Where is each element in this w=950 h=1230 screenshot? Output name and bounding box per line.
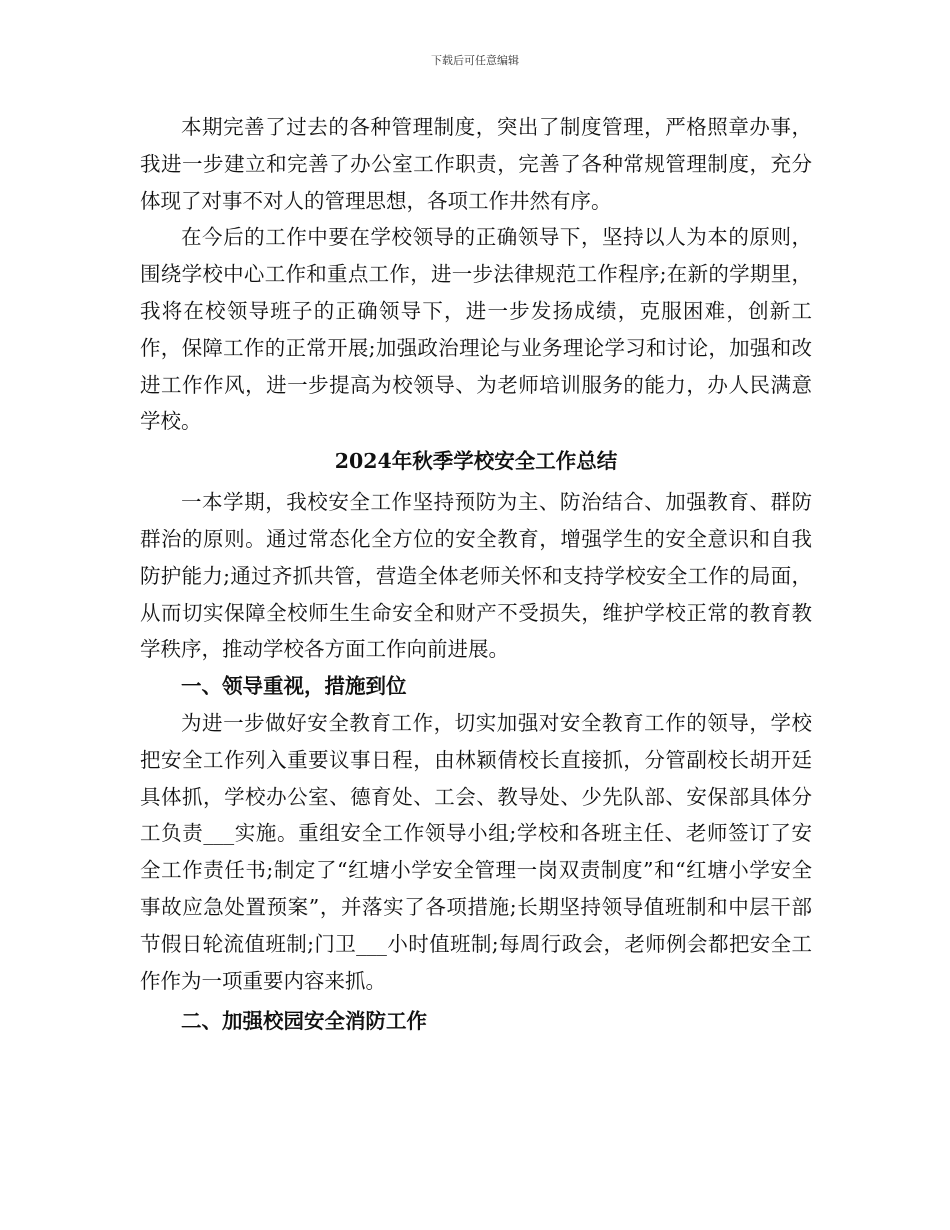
section-heading-fire-safety: 二、加强校园安全消防工作 <box>181 1009 427 1034</box>
paragraph-safety-intro: 一本学期，我校安全工作坚持预防为主、防治结合、加强教育、群防群治的原则。通过常态化全方位的安全教育，增强学生的安全意识和自我防护能力;通过齐抓共管，营造全体老师关怀和支持学校安全工作的局面，从而切实保障全校师生生命安全和财产不受损失，维护学校正常的教育教学秩序，推动学校各方面工作向前进展。 <box>140 490 812 662</box>
document-body <box>140 109 812 1040</box>
document-title: 2024年秋季学校安全工作总结 <box>334 449 618 474</box>
page-header: 下载后可任意编辑 <box>431 54 519 67</box>
paragraph-office-management: 本期完善了过去的各种管理制度，突出了制度管理，严格照章办事，我进一步建立和完善了办公室工作职责，完善了各种常规管理制度，充分体现了对事不对人的管理思想，各项工作井然有序。 <box>140 115 812 213</box>
paragraph-leadership-measures: 为进一步做好安全教育工作，切实加强对安全教育工作的领导，学校把安全工作列入重要议事日程，由林颖倩校长直接抓，分管副校长胡开廷具体抓，学校办公室、德育处、工会、教导处、少先队部、安保部具体分工负责___实施。重组安全工作领导小组;学校和各班主任、老师签订了安全工作责任书;制定了“红塘小学安全管理一岗双责制度”和“红塘小学安全事故应急处置预案”，并落实了各项措施;长期坚持领导值班制和中层干部节假日轮流值班制;门卫___小时值班制;每周行政会，老师例会都把安全工作作为一项重要内容来抓。 <box>140 710 812 993</box>
paragraph-future-work: 在今后的工作中要在学校领导的正确领导下，坚持以人为本的原则，围绕学校中心工作和重点工作，进一步法律规范工作程序;在新的学期里，我将在校领导班子的正确领导下，进一步发扬成绩，克服困难，创新工作，保障工作的正常开展;加强政治理论与业务理论学习和讨论，加强和改进工作作风，进一步提高为校领导、为老师培训服务的能力，办人民满意学校。 <box>140 225 812 434</box>
section-heading-leadership: 一、领导重视，措施到位 <box>181 674 407 699</box>
